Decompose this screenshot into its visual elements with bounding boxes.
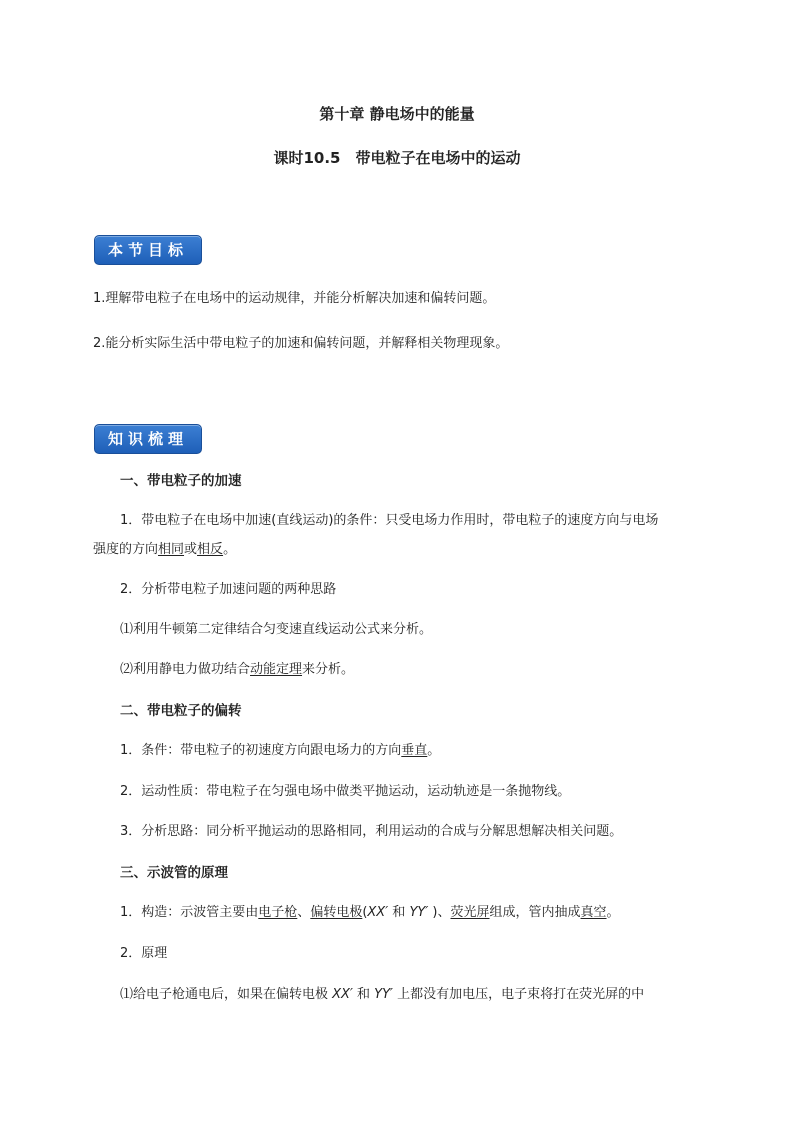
underline-perpendicular: 垂直 [401, 743, 428, 758]
lesson-title: 课时10.5 带电粒子在电场中的运动 [273, 149, 521, 167]
heading-acceleration: 一、带电粒子的加速 [120, 473, 242, 489]
acceleration-p1-line1: 1．带电粒子在电场中加速(直线运动)的条件：只受电场力作用时，带电粒子的速度方向与电场 [120, 513, 659, 528]
acceleration-p3: ⑴利用牛顿第二定律结合匀变速直线运动公式来分析。 [120, 622, 433, 637]
deflection-p2: 2．运动性质：带电粒子在匀强电场中做类平抛运动，运动轨迹是一条抛物线。 [120, 784, 571, 799]
acceleration-p2: 2．分析带电粒子加速问题的两种思路 [120, 582, 337, 597]
underline-kinetic-theorem: 动能定理 [250, 662, 303, 677]
underline-screen: 荧光屏 [450, 905, 490, 920]
deflection-p3: 3．分析思路：同分析平抛运动的思路相同，利用运动的合成与分解思想解决相关问题。 [120, 824, 623, 839]
goal-item-2: 2.能分析实际生活中带电粒子的加速和偏转问题，并解释相关物理现象。 [93, 336, 509, 351]
acceleration-p1-line2: 强度的方向相同或相反。 [93, 542, 237, 557]
section-badge-goals: 本节目标 [94, 235, 202, 265]
heading-deflection: 二、带电粒子的偏转 [120, 703, 242, 719]
heading-oscilloscope: 三、示波管的原理 [120, 865, 228, 881]
section-badge-knowledge: 知识梳理 [94, 424, 202, 454]
underline-same: 相同 [158, 542, 185, 557]
chapter-title: 第十章 静电场中的能量 [319, 105, 475, 123]
oscilloscope-p2: 2．原理 [120, 946, 168, 961]
underline-vacuum: 真空 [580, 905, 607, 920]
underline-opposite: 相反 [197, 542, 224, 557]
oscilloscope-p3: ⑴给电子枪通电后，如果在偏转电极 XX′ 和 YY′ 上都没有加电压，电子束将打在荧光屏的中 [120, 987, 645, 1002]
goal-item-1: 1.理解带电粒子在电场中的运动规律，并能分析解决加速和偏转问题。 [93, 291, 496, 306]
acceleration-p4: ⑵利用静电力做功结合动能定理来分析。 [120, 662, 355, 677]
oscilloscope-p1: 1．构造：示波管主要由电子枪、偏转电极(XX′ 和 YY′ )、荧光屏组成，管内抽成真空。 [120, 905, 620, 920]
underline-electron-gun: 电子枪 [258, 905, 298, 920]
deflection-p1: 1．条件：带电粒子的初速度方向跟电场力的方向垂直。 [120, 743, 441, 758]
underline-deflection-electrodes: 偏转电极 [310, 905, 363, 920]
